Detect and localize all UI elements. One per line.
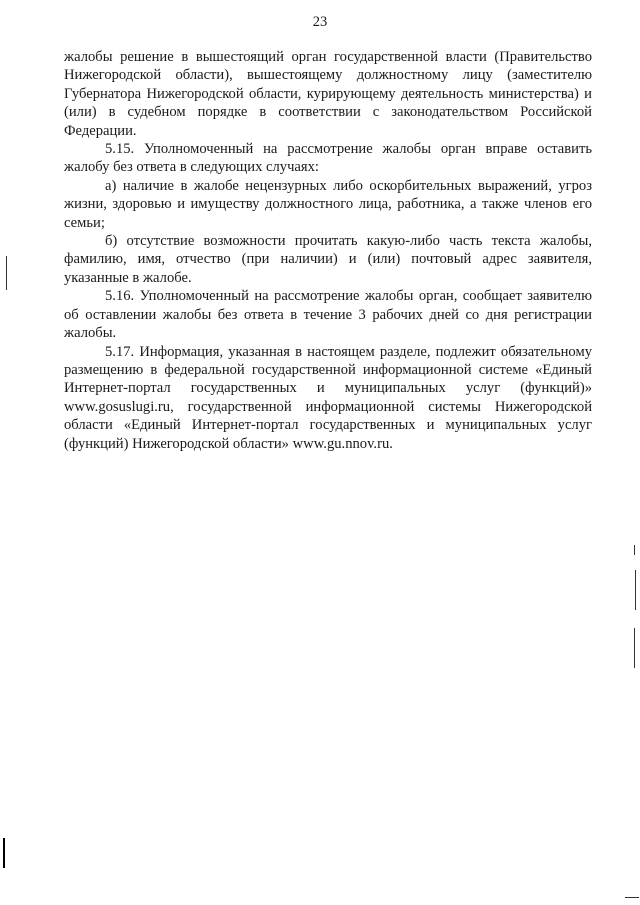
paragraph-continuation: жалобы решение в вышестоящий орган государственной власти (Правительство Нижегородской области), вышестоящему должностному лицу (заместителю Губернатора Нижегородской области, курирующему деятельность министерства) и (или) в судебном порядке в соответствии с законодательством Российской Федерации. [64, 49, 592, 139]
scan-edge-mark [634, 545, 635, 555]
paragraph-5-16: 5.16. Уполномоченный на рассмотрение жалобы орган, сообщает заявителю об оставлении жалобы без ответа в течение 3 рабочих дней со дня регистрации жалобы. [64, 288, 592, 342]
scan-edge-mark [3, 838, 5, 868]
scan-edge-mark [625, 897, 639, 898]
scan-edge-mark [635, 570, 636, 610]
document-body [64, 48, 592, 453]
scan-edge-mark [634, 628, 635, 668]
paragraph-5-15: 5.15. Уполномоченный на рассмотрение жалобы орган вправе оставить жалобу без ответа в следующих случаях: [64, 141, 592, 176]
scan-edge-mark [6, 256, 7, 290]
page-number: 23 [312, 14, 328, 30]
paragraph-5-15-b: б) отсутствие возможности прочитать какую-либо часть текста жалобы, фамилию, имя, отчество (при наличии) и (или) почтовый адрес заявителя, указанные в жалобе. [64, 233, 592, 286]
paragraph-5-17: 5.17. Информация, указанная в настоящем разделе, подлежит обязательному размещению в федеральной государственной информационной системе «Единый Интернет-портал государственных и муниципальных услуг (функций)» www.gosuslugi.ru, государственной информационной системы Нижегородской области «Единый Интернет-портал государственных и муниципальных услуг (функций) Нижегородской области» www.gu.nnov.ru. [64, 343, 592, 452]
paragraph-5-15-a: а) наличие в жалобе нецензурных либо оскорбительных выражений, угроз жизни, здоровью и имуществу должностного лица, работника, а также членов его семьи; [64, 177, 592, 231]
